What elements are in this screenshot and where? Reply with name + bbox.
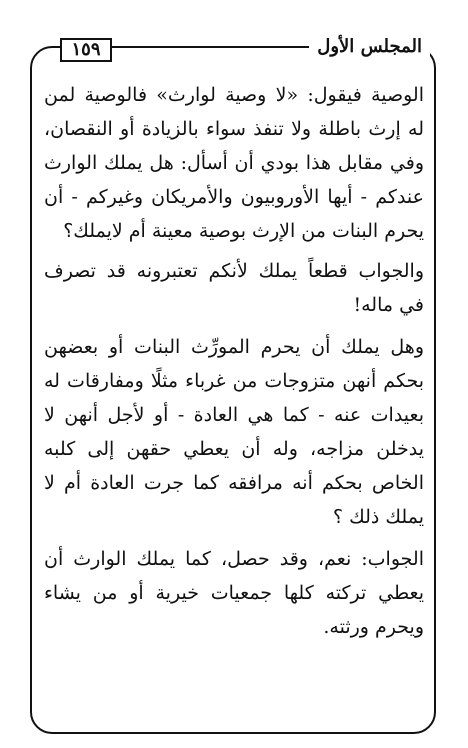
paragraph: الجواب: نعم، وقد حصل، كما يملك الوارث أن يعطي تركته كلها جمعيات خيرية أو من يشاء ويحرم ورثته. xyxy=(44,548,424,638)
paragraph: الوصية فيقول: «لا وصية لوارث» فالوصية لمن له إرث باطلة ولا تنفذ سواء بالزيادة أو النقصان، وفي مقابل هذا بودي أن أسأل: هل يملك الوارث عندكم - أيها الأوروبيون والأمريكان وغيركم - أن يحرم البنات من الإرث بوصية معينة أم لايملك؟ xyxy=(44,84,424,242)
chapter-title: المجلس الأول xyxy=(309,34,430,60)
page-number: ١٥٩ xyxy=(60,38,112,62)
paragraph: والجواب قطعاً يملك لأنكم تعتبرونه قد تصرف في ماله! xyxy=(44,260,424,316)
paragraph: وهل يملك أن يحرم المورِّث البنات أو بعضهن بحكم أنهن متزوجات من غرباء مثلًا ومفارقات له بعيدات عنه - كما هي العادة - أو لأجل أنهن لا يدخلن مزاجه، وله أن يعطي حقهن إلى كلبه الخاص بحكم أنه مرافقه كما جرت العادة أم لا يملك ذلك ؟ xyxy=(44,336,424,528)
page-header xyxy=(0,0,468,60)
body-text xyxy=(44,78,424,652)
